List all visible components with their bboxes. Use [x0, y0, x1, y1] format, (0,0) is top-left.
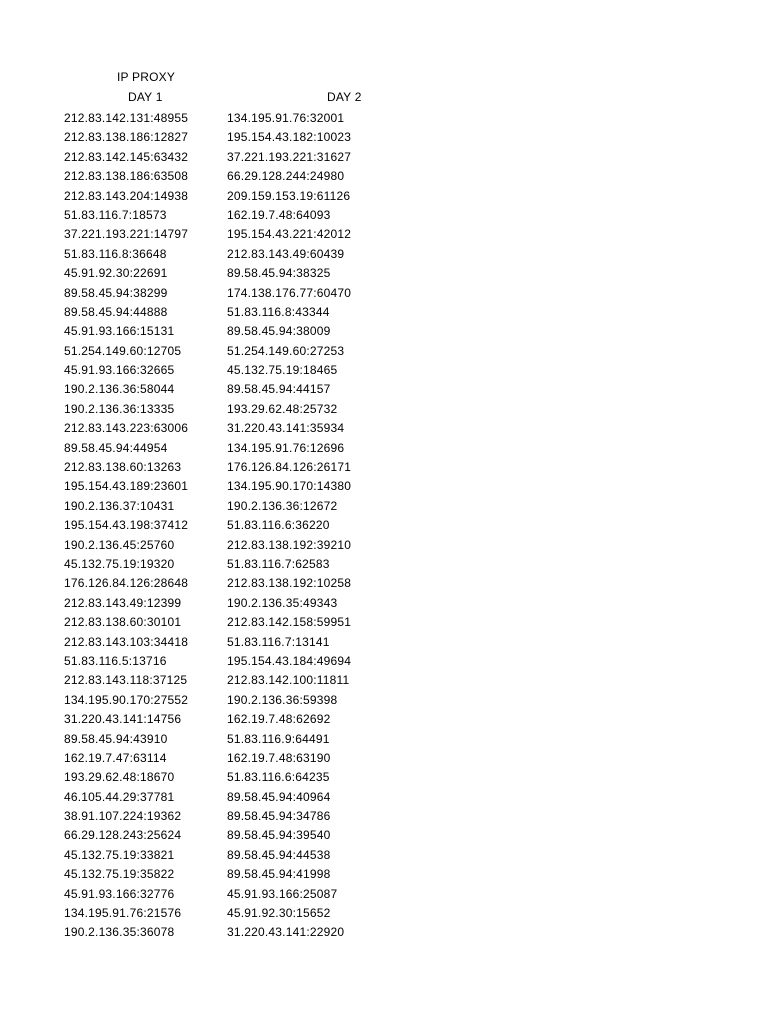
day-2-proxy-entry: 162.19.7.48:63190	[227, 750, 331, 765]
day-1-proxy-entry: 38.91.107.224:19362	[64, 809, 182, 824]
day-2-proxy-entry: 31.220.43.141:22920	[227, 925, 345, 940]
day-1-proxy-entry: 51.83.116.7:18573	[64, 207, 167, 222]
day-1-proxy-entry: 89.58.45.94:38299	[64, 285, 168, 300]
day-1-proxy-entry: 190.2.136.36:13335	[64, 401, 175, 416]
day-1-proxy-entry: 212.83.143.223:63006	[64, 421, 189, 436]
day-1-proxy-entry: 212.83.142.145:63432	[64, 149, 189, 164]
day-2-proxy-entry: 190.2.136.36:12672	[227, 498, 338, 513]
day-2-proxy-entry: 89.58.45.94:41998	[227, 867, 331, 882]
day-2-proxy-entry: 51.83.116.6:36220	[227, 518, 330, 533]
day-2-proxy-entry: 134.195.91.76:12696	[227, 440, 345, 455]
day-2-proxy-entry: 89.58.45.94:34786	[227, 809, 331, 824]
day-2-proxy-entry: 89.58.45.94:44538	[227, 847, 331, 862]
day-1-proxy-entry: 134.195.91.76:21576	[64, 906, 182, 921]
day-1-proxy-entry: 212.83.138.186:63508	[64, 169, 189, 184]
day-2-proxy-entry: 162.19.7.48:64093	[227, 207, 331, 222]
day-1-proxy-entry: 212.83.138.60:13263	[64, 460, 182, 475]
day-1-proxy-entry: 195.154.43.189:23601	[64, 479, 189, 494]
day-2-proxy-entry: 195.154.43.184:49694	[227, 653, 352, 668]
day-1-proxy-entry: 193.29.62.48:18670	[64, 770, 175, 785]
day-1-proxy-entry: 190.2.136.35:36078	[64, 925, 175, 940]
day-2-proxy-entry: 89.58.45.94:39540	[227, 828, 331, 843]
day-1-proxy-entry: 212.83.138.186:12827	[64, 130, 189, 145]
day-1-proxy-entry: 45.91.93.166:32665	[64, 363, 175, 378]
day-2-column	[227, 109, 351, 943]
day-1-proxy-entry: 46.105.44.29:37781	[64, 789, 175, 804]
column-header-day-2: DAY 2	[327, 90, 362, 104]
day-2-proxy-entry: 66.29.128.244:24980	[227, 169, 345, 184]
column-header-day-1: DAY 1	[128, 90, 163, 104]
day-1-proxy-entry: 190.2.136.36:58044	[64, 382, 175, 397]
day-2-proxy-entry: 193.29.62.48:25732	[227, 401, 338, 416]
day-2-proxy-entry: 45.91.92.30:15652	[227, 906, 331, 921]
day-2-proxy-entry: 212.83.142.100:11811	[227, 673, 350, 688]
day-1-proxy-entry: 51.83.116.5:13716	[64, 653, 167, 668]
day-1-proxy-entry: 45.91.93.166:15131	[64, 324, 175, 339]
day-2-proxy-entry: 190.2.136.36:59398	[227, 692, 338, 707]
day-2-proxy-entry: 51.83.116.8:43344	[227, 304, 330, 319]
day-1-proxy-entry: 51.254.149.60:12705	[64, 343, 182, 358]
day-1-proxy-entry: 212.83.142.131:48955	[64, 111, 189, 125]
day-2-proxy-entry: 209.159.153.19:61126	[227, 188, 351, 203]
day-2-proxy-entry: 174.138.176.77:60470	[227, 285, 352, 300]
day-2-proxy-entry: 31.220.43.141:35934	[227, 421, 345, 436]
day-1-proxy-entry: 45.91.92.30:22691	[64, 266, 168, 281]
day-2-proxy-entry: 212.83.138.192:10258	[227, 576, 352, 591]
day-1-proxy-entry: 212.83.143.103:34418	[64, 634, 189, 649]
day-1-proxy-entry: 66.29.128.243:25624	[64, 828, 182, 843]
day-1-proxy-entry: 89.58.45.94:44954	[64, 440, 168, 455]
document-title: IP PROXY	[117, 70, 176, 84]
day-1-proxy-entry: 89.58.45.94:43910	[64, 731, 168, 746]
day-1-proxy-entry: 45.91.93.166:32776	[64, 886, 175, 901]
day-2-proxy-entry: 89.58.45.94:38325	[227, 266, 331, 281]
day-1-proxy-entry: 212.83.143.118:37125	[64, 673, 188, 688]
day-1-proxy-entry: 190.2.136.37:10431	[64, 498, 175, 513]
day-2-proxy-entry: 212.83.142.158:59951	[227, 615, 352, 630]
day-1-column	[64, 109, 188, 943]
day-1-proxy-entry: 212.83.143.49:12399	[64, 595, 182, 610]
day-2-proxy-entry: 134.195.91.76:32001	[227, 111, 345, 125]
day-1-proxy-entry: 212.83.143.204:14938	[64, 188, 189, 203]
day-2-proxy-entry: 51.83.116.7:13141	[227, 634, 330, 649]
day-1-proxy-entry: 190.2.136.45:25760	[64, 537, 175, 552]
day-2-proxy-entry: 162.19.7.48:62692	[227, 712, 331, 727]
day-2-proxy-entry: 51.83.116.7:62583	[227, 556, 330, 571]
day-2-proxy-entry: 89.58.45.94:40964	[227, 789, 331, 804]
day-1-proxy-entry: 195.154.43.198:37412	[64, 518, 189, 533]
day-1-proxy-entry: 176.126.84.126:28648	[64, 576, 189, 591]
day-1-proxy-entry: 31.220.43.141:14756	[64, 712, 182, 727]
day-1-proxy-entry: 51.83.116.8:36648	[64, 246, 167, 261]
day-1-proxy-entry: 134.195.90.170:27552	[64, 692, 189, 707]
day-2-proxy-entry: 190.2.136.35:49343	[227, 595, 338, 610]
day-2-proxy-entry: 195.154.43.182:10023	[227, 130, 352, 145]
day-2-proxy-entry: 51.254.149.60:27253	[227, 343, 345, 358]
day-2-proxy-entry: 45.91.93.166:25087	[227, 886, 338, 901]
day-2-proxy-entry: 212.83.138.192:39210	[227, 537, 352, 552]
day-2-proxy-entry: 195.154.43.221:42012	[227, 227, 352, 242]
day-2-proxy-entry: 89.58.45.94:38009	[227, 324, 331, 339]
day-2-proxy-entry: 134.195.90.170:14380	[227, 479, 352, 494]
day-1-proxy-entry: 37.221.193.221:14797	[64, 227, 189, 242]
day-2-proxy-entry: 176.126.84.126:26171	[227, 460, 352, 475]
day-1-proxy-entry: 162.19.7.47:63114	[64, 750, 167, 765]
day-2-proxy-entry: 51.83.116.6:64235	[227, 770, 330, 785]
day-2-proxy-entry: 51.83.116.9:64491	[227, 731, 330, 746]
day-2-proxy-entry: 89.58.45.94:44157	[227, 382, 331, 397]
day-1-proxy-entry: 45.132.75.19:35822	[64, 867, 175, 882]
day-1-proxy-entry: 45.132.75.19:33821	[64, 847, 175, 862]
day-2-proxy-entry: 37.221.193.221:31627	[227, 149, 352, 164]
day-2-proxy-entry: 45.132.75.19:18465	[227, 363, 338, 378]
day-1-proxy-entry: 212.83.138.60:30101	[64, 615, 182, 630]
day-1-proxy-entry: 89.58.45.94:44888	[64, 304, 168, 319]
day-2-proxy-entry: 212.83.143.49:60439	[227, 246, 345, 261]
day-1-proxy-entry: 45.132.75.19:19320	[64, 556, 175, 571]
